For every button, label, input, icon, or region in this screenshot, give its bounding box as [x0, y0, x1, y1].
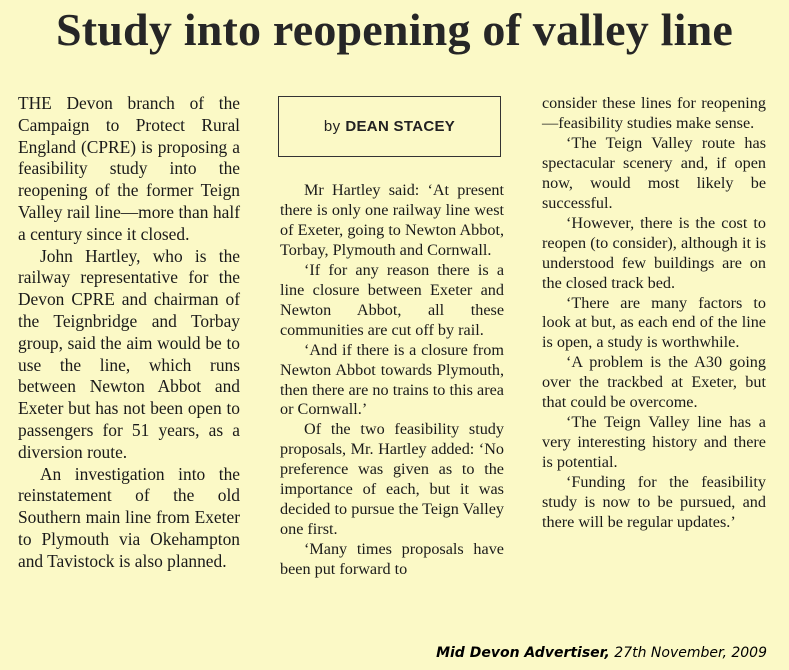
paragraph: ‘However, there is the cost to reopen (to consider), although it is understood few buildings are on the closed track bed. — [542, 213, 766, 292]
paragraph: ‘The Teign Valley route has spectacular scenery and, if open now, would most likely be successful. — [542, 133, 766, 212]
paragraph: ‘There are many factors to look at but, as each end of the line is open, a study is worthwhile. — [542, 293, 766, 352]
paragraph: ‘If for any reason there is a line closure between Exeter and Newton Abbot, all these communities are cut off by rail. — [280, 260, 504, 339]
byline-box — [278, 96, 501, 157]
paragraph: An investigation into the reinstatement of the old Southern main line from Exeter to Plymouth via Okehampton and Tavistock is also planned. — [18, 463, 240, 571]
source-publication: Mid Devon Advertiser, — [436, 645, 610, 661]
paragraph: ‘A problem is the A30 going over the trackbed at Exeter, but that could be overcome. — [542, 353, 766, 412]
source-date: 27th November, 2009 — [609, 645, 767, 661]
article-column-2 — [280, 181, 504, 580]
paragraph: Of the two feasibility study proposals, Mr. Hartley added: ‘No preference was given as to the importance of each, but it was decided to pursue the Teign Valley one first. — [280, 420, 504, 539]
paragraph: Mr Hartley said: ‘At present there is only one railway line west of Exeter, going to Newton Abbot, Torbay, Plymouth and Cornwall. — [280, 181, 504, 259]
paragraph: consider these lines for reopening—feasibility studies make sense. — [542, 94, 766, 132]
paragraph: John Hartley, who is the railway representative for the Devon CPRE and chairman of the Teignbridge and Torbay group, said the aim would be to use the line, which runs between Newton Abbot and Exeter but has not been open to passengers for 51 years, as a diversion route. — [18, 245, 240, 462]
headline: Study into reopening of valley line — [55, 4, 734, 55]
paragraph: ‘Funding for the feasibility study is now to be pursued, and there will be regular updates.’ — [542, 473, 766, 532]
paragraph: ‘The Teign Valley line has a very interesting history and there is potential. — [542, 413, 766, 472]
byline-author: DEAN STACEY — [345, 118, 456, 135]
paragraph: ‘And if there is a closure from Newton Abbot towards Plymouth, then there are no trains to this area or Cornwall.’ — [280, 340, 504, 419]
article-column-1 — [18, 93, 240, 573]
paragraph: THE Devon branch of the Campaign to Protect Rural England (CPRE) is proposing a feasibility study into the reopening of the former Teign Valley rail line—more than half a century since it closed. — [18, 93, 240, 244]
source-credit — [436, 645, 767, 661]
paragraph: ‘Many times proposals have been put forward to — [280, 540, 504, 579]
byline-prefix: by — [323, 118, 341, 135]
article-column-3 — [542, 94, 766, 533]
